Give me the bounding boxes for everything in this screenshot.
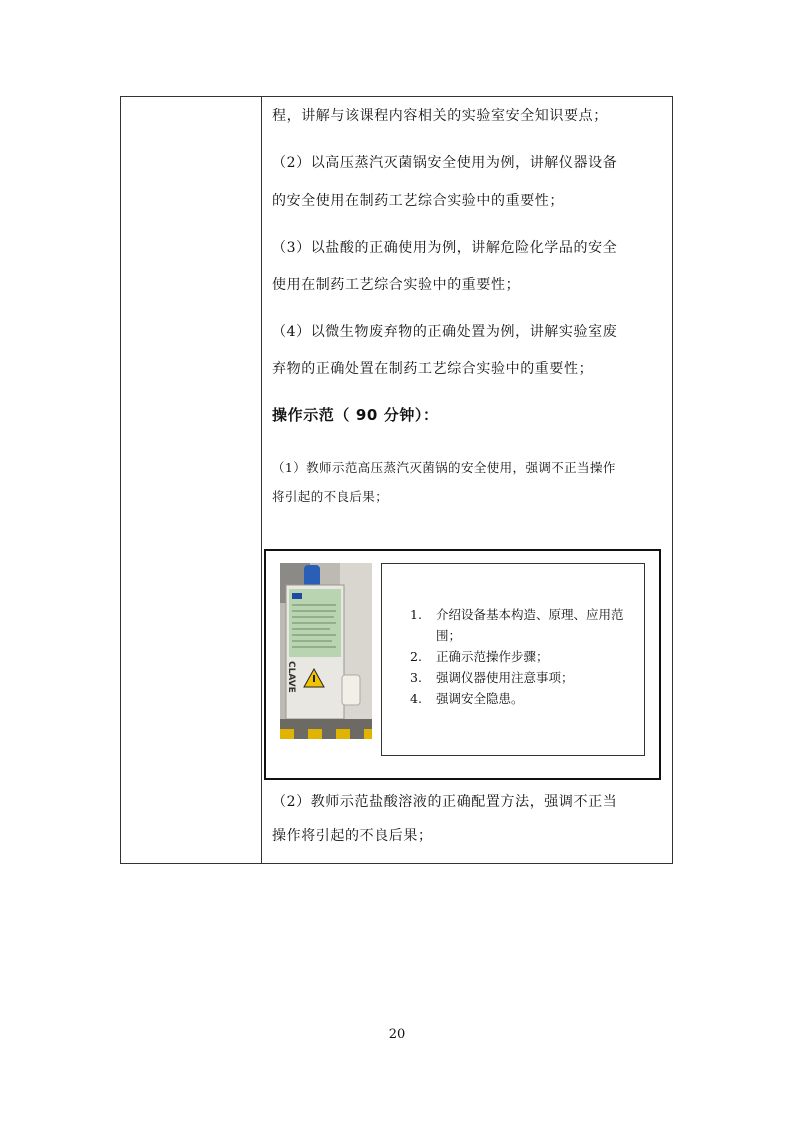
paragraph-line: 的安全使用在制药工艺综合实验中的重要性；	[272, 193, 564, 209]
paragraph-line: （3）以盐酸的正确使用为例，讲解危险化学品的安全	[272, 240, 618, 256]
paragraph-line: 操作将引起的不良后果；	[272, 828, 433, 844]
list-item: 3. 强调仪器使用注意事项；	[410, 670, 574, 685]
paragraph-line: 弃物的正确处置在制药工艺综合实验中的重要性；	[272, 361, 594, 377]
paragraph-line: （2）教师示范盐酸溶液的正确配置方法，强调不正当	[272, 794, 618, 810]
figure-text-box	[381, 563, 645, 756]
list-item: 1. 介绍设备基本构造、原理、应用范围；	[410, 607, 624, 643]
paragraph-line: 程，讲解与该课程内容相关的实验室安全知识要点；	[272, 108, 608, 124]
content-table	[120, 96, 673, 864]
photo-label: CLAVE	[286, 661, 296, 693]
list-item: 4. 强调安全隐患。	[410, 691, 524, 706]
autoclave-photo	[280, 563, 372, 739]
column-divider	[261, 97, 262, 863]
page-number: 20	[388, 1027, 406, 1042]
figure-list	[410, 604, 640, 709]
paragraph-line: 将引起的不良后果；	[272, 489, 389, 504]
paragraph-line: （1）教师示范高压蒸汽灭菌锅的安全使用，强调不正当操作	[272, 460, 616, 475]
list-item: 2. 正确示范操作步骤；	[410, 649, 549, 664]
paragraph-line: （4）以微生物废弃物的正确处置为例，讲解实验室废	[272, 324, 618, 340]
figure-box	[264, 549, 661, 780]
paragraph-line: 使用在制药工艺综合实验中的重要性；	[272, 277, 521, 293]
section-heading: 操作示范（ 90 分钟）：	[272, 406, 439, 424]
paragraph-line: （2）以高压蒸汽灭菌锅安全使用为例，讲解仪器设备	[272, 155, 618, 171]
